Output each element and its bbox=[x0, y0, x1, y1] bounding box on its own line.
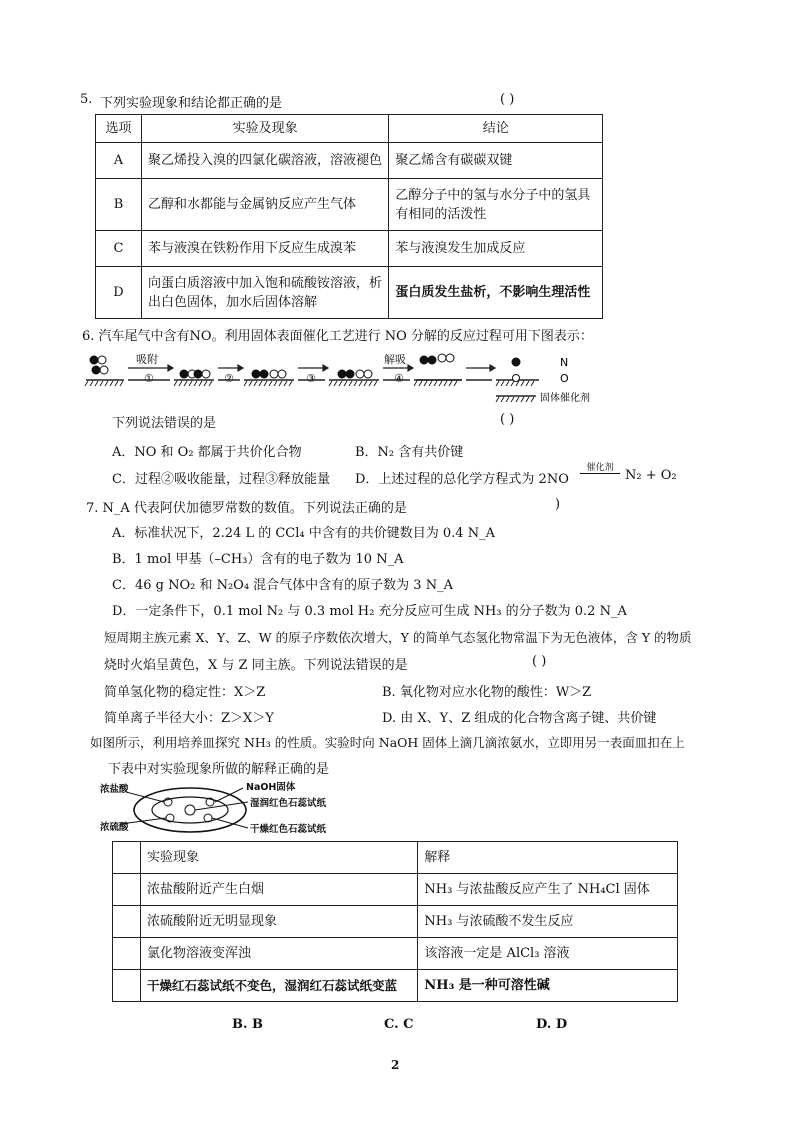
step-label-1: ① bbox=[144, 372, 154, 385]
q9-line1: 如图所示，利用培养皿探究 NH₃ 的性质。实验时向 NaOH 固体上滴几滴浓氨水，立即用另一表面皿扣在上 bbox=[90, 735, 685, 750]
row-experiment: 向蛋白质溶液中加入饱和硫酸铵溶液，析出白色固体，加水后固体溶解 bbox=[141, 267, 388, 319]
legend-o-label: O bbox=[560, 372, 569, 385]
q8-option-a: 简单氢化物的稳定性：X＞Z bbox=[104, 685, 266, 700]
q9-table bbox=[112, 841, 678, 1002]
q6-answer-paren: ( ) bbox=[500, 412, 515, 427]
blank-cell bbox=[113, 842, 141, 874]
q8-option-c: 简单离子半径大小：Z＞X＞Y bbox=[104, 711, 274, 726]
row-explanation: NH₃ 与浓盐酸反应产生了 NH₄Cl 固体 bbox=[418, 874, 678, 906]
q9-choice-b: B. B bbox=[232, 1017, 264, 1032]
step-label-2: ② bbox=[224, 372, 234, 385]
q7-option-d: D．一定条件下，0.1 mol N₂ 与 0.3 mol H₂ 充分反应可生成 NH₃ 的分子数为 0.2 N_A bbox=[112, 604, 627, 619]
q7-option-a: A．标准状况下，2.24 L 的 CCl₄ 中含有的共价键数目为 0.4 N_A bbox=[112, 526, 495, 541]
header-option: 选项 bbox=[96, 115, 142, 143]
row-experiment: 聚乙烯投入溴的四氯化碳溶液，溶液褪色 bbox=[141, 143, 388, 179]
q5-stem: 下列实验现象和结论都正确的是 bbox=[100, 96, 283, 111]
label-wet-litmus: 湿润红色石蕊试纸 bbox=[250, 798, 327, 809]
row-experiment: 乙醇和水都能与金属钠反应产生气体 bbox=[141, 179, 388, 231]
label-dry-litmus: 干燥红色石蕊试纸 bbox=[250, 824, 327, 835]
page-number: 2 bbox=[391, 1058, 400, 1072]
row-option: D bbox=[96, 267, 142, 319]
row-conclusion: 苯与液溴发生加成反应 bbox=[389, 231, 603, 267]
row-option: B bbox=[96, 179, 142, 231]
q7-stem: 7. N_A 代表阿伏加德罗常数的数值。下列说法正确的是 bbox=[86, 501, 407, 516]
q6-option-c: C．过程②吸收能量，过程③释放能量 bbox=[112, 472, 330, 487]
blank-cell bbox=[113, 874, 141, 906]
row-conclusion: 乙醇分子中的氢与水分子中的氢具有相同的活泼性 bbox=[389, 179, 603, 231]
q6-catalyst-arrow: 催化剂 bbox=[580, 460, 620, 474]
row-conclusion: 聚乙烯含有碳碳双键 bbox=[389, 143, 603, 179]
table-row bbox=[96, 143, 603, 179]
label-conc-h2so4: 浓硫酸 bbox=[100, 822, 129, 833]
step-label-adsorb: 吸附 bbox=[136, 353, 158, 366]
q5-number: 5. bbox=[80, 92, 93, 107]
q9-choice-d: D. D bbox=[536, 1017, 568, 1032]
q8-option-d: D. 由 X、Y、Z 组成的化合物含离子键、共价键 bbox=[382, 711, 657, 726]
q6-stem: 6. 汽车尾气中含有NO。利用固体表面催化工艺进行 NO 分解的反应过程可用下图表示： bbox=[82, 329, 593, 344]
row-experiment: 苯与液溴在铁粉作用下反应生成溴苯 bbox=[141, 231, 388, 267]
row-phenomenon: 氯化物溶液变浑浊 bbox=[140, 938, 417, 970]
table-row bbox=[96, 179, 603, 231]
table-row bbox=[113, 938, 678, 970]
table-row bbox=[113, 874, 678, 906]
q7-answer-paren: ) bbox=[555, 497, 561, 512]
row-option: A bbox=[96, 143, 142, 179]
step-label-4: ④ bbox=[394, 372, 404, 385]
q9-choice-c: C. C bbox=[384, 1017, 414, 1032]
blank-cell bbox=[113, 938, 141, 970]
header-explanation: 解释 bbox=[418, 842, 678, 874]
row-phenomenon: 浓盐酸附近产生白烟 bbox=[140, 874, 417, 906]
q8-line1: 短周期主族元素 X、Y、Z、W 的原子序数依次增大，Y 的简单气态氢化物常温下为无色液体，含 Y 的物质 bbox=[104, 630, 692, 645]
q7-option-b: B．1 mol 甲基（–CH₃）含有的电子数为 10 N_A bbox=[112, 552, 404, 567]
row-phenomenon: 干燥红石蕊试纸不变色，湿润红石蕊试纸变蓝 bbox=[140, 970, 417, 1002]
label-conc-hcl: 浓盐酸 bbox=[100, 784, 129, 795]
row-explanation: NH₃ 是一种可溶性碱 bbox=[418, 970, 678, 1002]
catalysis-process-diagram bbox=[84, 350, 624, 405]
q6-sub-stem: 下列说法错误的是 bbox=[112, 416, 217, 431]
legend-n-label: N bbox=[560, 356, 569, 369]
step-label-desorb: 解吸 bbox=[384, 353, 406, 366]
blank-cell bbox=[113, 970, 141, 1002]
q8-option-b: B. 氧化物对应水化物的酸性：W＞Z bbox=[382, 685, 592, 700]
label-naoh: NaOH固体 bbox=[246, 782, 296, 793]
header-conclusion: 结论 bbox=[389, 115, 603, 143]
table-row bbox=[113, 970, 678, 1002]
legend-catalyst-label: 固体催化剂 bbox=[540, 393, 590, 404]
header-phenomenon: 实验现象 bbox=[140, 842, 417, 874]
q6-option-a: A．NO 和 O₂ 都属于共价化合物 bbox=[112, 445, 302, 460]
table-row bbox=[113, 906, 678, 938]
q6-product: N₂ + O₂ bbox=[625, 468, 677, 483]
table-header-row bbox=[96, 115, 603, 143]
table-row bbox=[96, 231, 603, 267]
q5-answer-paren: ( ) bbox=[500, 92, 515, 107]
row-explanation: 该溶液一定是 AlCl₃ 溶液 bbox=[418, 938, 678, 970]
row-explanation: NH₃ 与浓硫酸不发生反应 bbox=[418, 906, 678, 938]
q6-option-d: D．上述过程的总化学方程式为 2NO bbox=[355, 472, 569, 487]
row-option: C bbox=[96, 231, 142, 267]
row-conclusion: 蛋白质发生盐析，不影响生理活性 bbox=[389, 267, 603, 319]
step-label-3: ③ bbox=[306, 372, 316, 385]
q8-line2: 烧时火焰呈黄色，X 与 Z 同主族。下列说法错误的是 bbox=[104, 658, 408, 673]
row-phenomenon: 浓硫酸附近无明显现象 bbox=[140, 906, 417, 938]
table-row bbox=[96, 267, 603, 319]
q8-answer-paren: ( ) bbox=[532, 654, 547, 669]
header-experiment: 实验及现象 bbox=[141, 115, 388, 143]
petri-dish-diagram bbox=[98, 780, 358, 840]
blank-cell bbox=[113, 906, 141, 938]
q9-line2: 下表中对实验现象所做的解释正确的是 bbox=[108, 762, 330, 777]
q7-option-c: C．46 g NO₂ 和 N₂O₄ 混合气体中含有的原子数为 3 N_A bbox=[112, 578, 453, 593]
q5-table bbox=[95, 114, 603, 319]
table-header-row bbox=[113, 842, 678, 874]
q6-option-b: B．N₂ 含有共价键 bbox=[355, 445, 464, 460]
